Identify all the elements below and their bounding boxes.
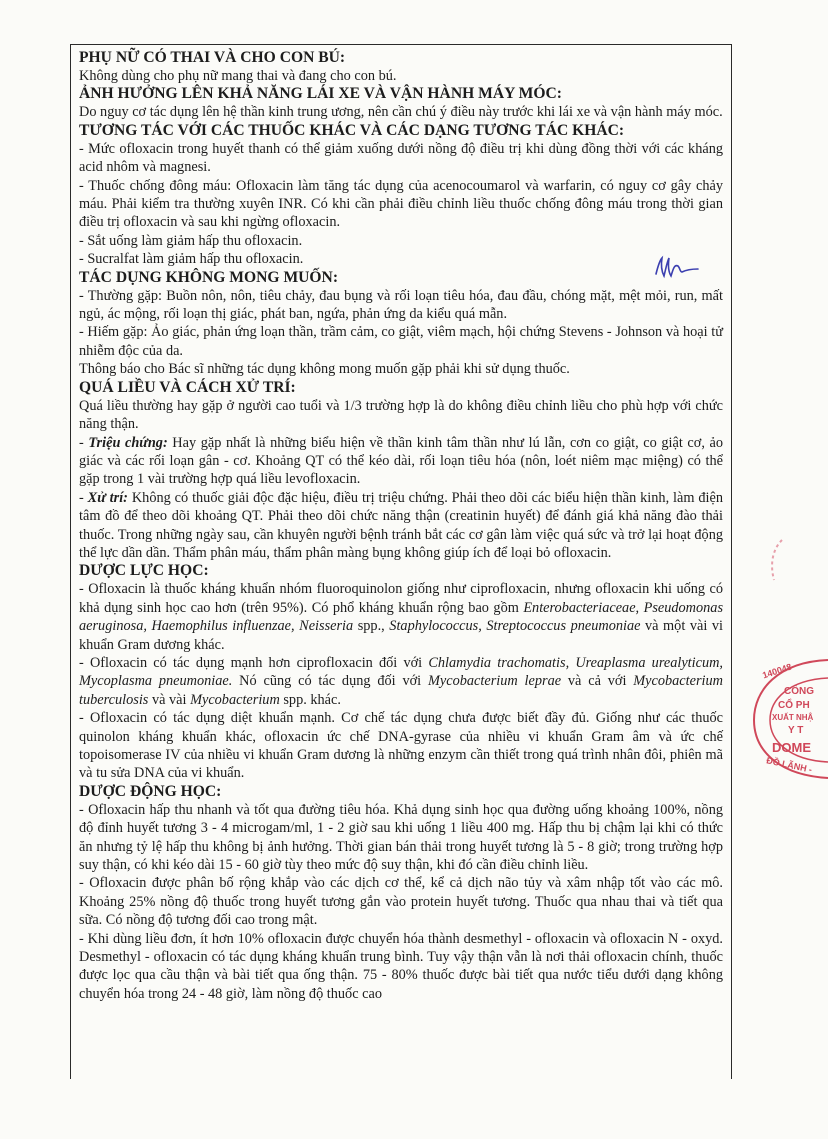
adverse-rare: - Hiếm gặp: Ảo giác, phản ứng loạn thần, trầm cảm, co giật, viêm mạch, hội chứng Stevens - Johnson và hoại tử nhiễm độc của da. bbox=[79, 324, 723, 359]
italic-run: Enterobacteriaceae, Pseudomonas aeruginosa, Haemophilus influenzae, Neisseria bbox=[79, 599, 724, 635]
text-run: - Ofloxacin có tác dụng mạnh hơn ciprofloxacin đối với bbox=[79, 654, 429, 671]
text-run: và cả với bbox=[561, 673, 634, 690]
italic-run: Chlamydia trachomatis, Ureaplasma urealyticum, Mycoplasma pneumoniae. bbox=[79, 654, 723, 690]
pharmacodynamics-mechanism: - Ofloxacin có tác dụng diệt khuẩn mạnh. Cơ chế tác dụng chưa được biết đầy đủ. Giống như các thuốc quinolon kháng khuẩn khác, ofloxacin ức chế DNA-gyrase của nhiều vi khuẩn Gram âm và ức chế topoisomerase IV của nhiều vi khuẩn Gram dương là những enzym cần thiết trong quá trình nhân đôi, phiên mã và tu sửa DNA của vi khuẩn. bbox=[79, 710, 723, 782]
seal-brand: DOME bbox=[772, 740, 811, 755]
overdose-symptoms: - Triệu chứng: Hay gặp nhất là những biểu hiện về thần kinh tâm thần như lú lẫn, cơn co giật, co giật cơ, ảo giác và các rối loạn gân - cơ. Khoảng QT có thể kéo dài, rối loạn tiêu hóa (nôn, loét niêm mạc miệng) có thể gặp trong 1 vài trường hợp quá liều levofloxacin. bbox=[79, 434, 723, 488]
adverse-notice: Thông báo cho Bác sĩ những tác dụng không mong muốn gặp phải khi sử dụng thuốc. bbox=[79, 361, 570, 378]
seal-text-line: Y T bbox=[788, 725, 804, 736]
text-run: - Ofloxacin là thuốc kháng khuẩn nhóm fluoroquinolon giống như ciprofloxacin, nhưng ofloxacin khi uống có khả dụng sinh học cao hơn (trên 95%). Có phổ kháng khuẩn rộng bao gồm bbox=[79, 581, 723, 616]
stamp-fragment bbox=[752, 535, 792, 595]
overdose-intro: Quá liều thường hay gặp ở người cao tuổi và 1/3 trường hợp là do không điều chỉnh liều cho phù hợp với chức năng thận. bbox=[79, 397, 723, 433]
seal-text-line: XUẤT NHẬ bbox=[772, 713, 814, 722]
italic-run: Mycobacterium bbox=[190, 691, 280, 708]
italic-run: Mycobacterium leprae bbox=[427, 673, 562, 690]
treatment-text: Không có thuốc giải độc đặc hiệu, điều trị triệu chứng. Phải theo dõi các biểu hiện thần kinh, làm điện tâm đồ để theo dõi khoảng QT. Phải theo dõi chức năng thận (creatinin huyết) để đánh giá khả năng đào thải thuốc. Trong những ngày sau, cần khuyên người bệnh tránh bắt các cơ gân làm việc quá sức và trở lại hoạt động thể lực dần dần. Thẩm phân máu, thẩm phân màng bụng không giúp ích để loại bỏ ofloxacin. bbox=[79, 489, 723, 561]
pharmacokinetics-distribution: - Ofloxacin được phân bố rộng khắp vào các dịch cơ thể, kể cả dịch não tủy và xâm nhập tốt vào các mô. Khoảng 25% nồng độ thuốc trong huyết tương gắn vào protein huyết tương. Thuốc qua nhau thai và tiết qua sữa. Có nồng độ tương đối cao trong mật. bbox=[79, 875, 723, 929]
driving-text: Do nguy cơ tác dụng lên hệ thần kinh trung ương, nên cần chú ý điều này trước khi lái xe và vận hành máy móc. bbox=[79, 104, 723, 121]
heading-overdose: QUÁ LIỀU VÀ CÁCH XỬ TRÍ: bbox=[79, 378, 296, 396]
seal-number: 140048 bbox=[761, 661, 793, 681]
adverse-common: - Thường gặp: Buồn nôn, nôn, tiêu chảy, đau bụng và rối loạn tiêu hóa, đau đầu, chóng mặt, mệt mỏi, run, mất ngủ, ác mộng, rối loạn thị giác, phát ban, ngứa, phản ứng da kiểu quá mẫn. bbox=[79, 287, 723, 323]
seal-text-line: ĐỒ LÃNH - bbox=[765, 755, 814, 775]
italic-run: Mycobacterium tuberculosis bbox=[79, 673, 723, 708]
seal-text-line: CỔ PH bbox=[778, 700, 810, 711]
treatment-label: Xử trí: bbox=[87, 489, 128, 506]
heading-adverse-effects: TÁC DỤNG KHÔNG MONG MUỐN: bbox=[79, 268, 339, 286]
pregnancy-text: Không dùng cho phụ nữ mang thai và đang cho con bú. bbox=[79, 68, 397, 84]
italic-run: Staphylococcus, Streptococcus pneumoniae bbox=[389, 618, 641, 635]
pharmacodynamics-comparison bbox=[79, 654, 723, 709]
document-page bbox=[70, 44, 732, 1079]
interactions-antacids: - Mức ofloxacin trong huyết thanh có thể giảm xuống dưới nồng độ điều trị khi dùng đồng thời với các kháng acid nhôm và magnesi. bbox=[79, 140, 723, 176]
pharmacodynamics-spectrum bbox=[79, 580, 723, 654]
text-run: Nó cũng có tác dụng đối với bbox=[232, 673, 428, 690]
interactions-anticoagulants: - Thuốc chống đông máu: Ofloxacin làm tăng tác dụng của acenocoumarol và warfarin, có nguy cơ gây chảy máu. Phải kiểm tra thường xuyên INR. Có khi cần phải điều chỉnh liều thuốc chống đông máu trong thời gian điều trị ofloxacin và sau khi ngừng ofloxacin. bbox=[79, 177, 723, 231]
heading-driving: ẢNH HƯỞNG LÊN KHẢ NĂNG LÁI XE VÀ VẬN HÀNH MÁY MÓC: bbox=[79, 85, 562, 103]
interactions-iron: - Sắt uống làm giảm hấp thu ofloxacin. bbox=[79, 232, 303, 249]
symptoms-label: Triệu chứng: bbox=[88, 434, 168, 451]
heading-pharmacodynamics: DƯỢC LỰC HỌC: bbox=[79, 562, 209, 580]
text-run: và vài bbox=[148, 691, 191, 708]
heading-interactions: TƯƠNG TÁC VỚI CÁC THUỐC KHÁC VÀ CÁC DẠNG TƯƠNG TÁC KHÁC: bbox=[79, 121, 625, 139]
pharmacokinetics-absorption: - Ofloxacin hấp thu nhanh và tốt qua đường tiêu hóa. Khả dụng sinh học qua đường uống khoảng 100%, nồng độ đỉnh huyết tương 3 - 4 microgam/ml, 1 - 2 giờ sau khi uống 1 liều 400 mg. Hấp thu bị chậm lại khi có thức ăn nhưng tỷ lệ hấp thu không bị ảnh hưởng. Thời gian bán thải trong huyết tương là 5 - 8 giờ; trong trường hợp suy thận, có khi kéo dài 15 - 60 giờ tùy theo mức độ suy thận, khi đó cần điều chỉnh liều. bbox=[79, 801, 723, 874]
text-run: và một vài vi khuẩn Gram dương khác. bbox=[79, 618, 723, 653]
pharmacokinetics-elimination: - Khi dùng liều đơn, ít hơn 10% ofloxacin được chuyển hóa thành desmethyl - ofloxacin và ofloxacin N - oxyd. Desmethyl - ofloxacin có tác dụng kháng khuẩn trung bình. Tuy vậy thận vẫn là nơi thải ofloxacin chính, thuốc được lọc qua cầu thận và bài tiết qua ống thận. 75 - 80% thuốc được bài tiết qua nước tiểu dưới dạng không chuyển hóa trong 24 - 48 giờ, làm nồng độ thuốc cao bbox=[79, 930, 723, 1002]
seal-text-line: CÔNG bbox=[784, 686, 814, 697]
overdose-treatment: - Xử trí: Không có thuốc giải độc đặc hiệu, điều trị triệu chứng. Phải theo dõi các biểu hiện thần kinh, làm điện tâm đồ để theo dõi khoảng QT. Phải theo dõi chức năng thận (creatinin huyết) để đánh giá khả năng đào thải thuốc. Trong những ngày sau, cần khuyên người bệnh tránh bắt các cơ gân làm việc quá sức và trở lại hoạt động thể lực dần dần. Thẩm phân máu, thẩm phân màng bụng không giúp ích để loại bỏ ofloxacin. bbox=[79, 489, 723, 561]
interactions-sucralfate: - Sucralfat làm giảm hấp thu ofloxacin. bbox=[79, 251, 304, 268]
handwritten-signature bbox=[652, 252, 702, 282]
text-run: spp., bbox=[353, 618, 390, 635]
heading-pregnancy: PHỤ NỮ CÓ THAI VÀ CHO CON BÚ: bbox=[79, 49, 346, 66]
text-run: spp. khác. bbox=[279, 691, 341, 708]
symptoms-text: Hay gặp nhất là những biểu hiện về thần kinh tâm thần như lú lẫn, cơn co giật, co giật cơ, ảo giác và các rối loạn gân - cơ. Khoảng QT có thể kéo dài, rối loạn tiêu hóa (nôn, loét niêm mạc miệng) có thể gặp trong 1 vài trường hợp quá liều levofloxacin. bbox=[79, 434, 723, 488]
heading-pharmacokinetics: DƯỢC ĐỘNG HỌC: bbox=[79, 782, 222, 800]
company-seal bbox=[748, 600, 828, 790]
